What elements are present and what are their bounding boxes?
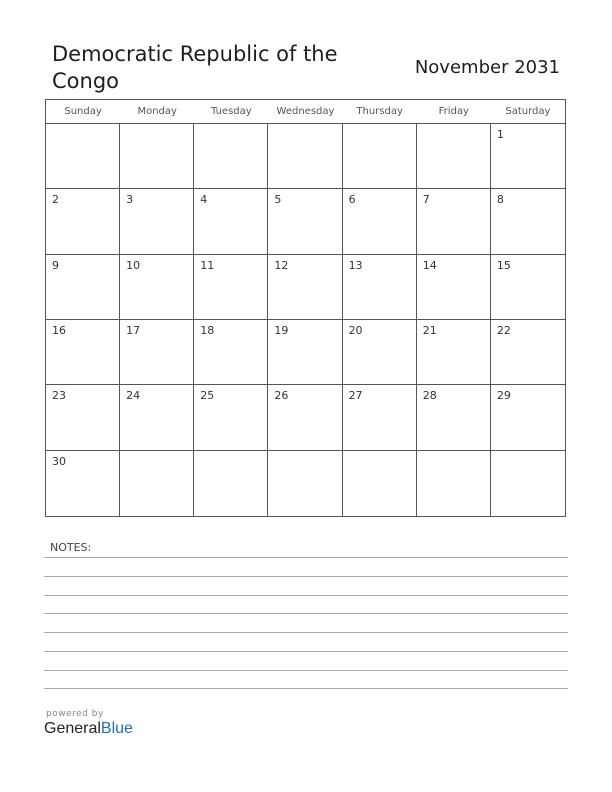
day-number: 26 <box>274 389 289 403</box>
month-year-title: November 2031 <box>414 57 560 78</box>
note-line <box>44 576 568 577</box>
day-cell <box>120 124 194 189</box>
note-line <box>44 557 568 558</box>
day-cell <box>194 320 268 385</box>
day-cell <box>46 385 120 450</box>
day-number: 11 <box>200 258 215 272</box>
day-cell <box>120 385 194 450</box>
day-number: 7 <box>422 193 430 207</box>
day-cell <box>491 189 565 254</box>
brand-general: General <box>44 720 101 737</box>
weekday-header-wednesday: Wednesday <box>268 100 342 124</box>
day-cell <box>343 385 417 450</box>
day-cell <box>417 124 491 189</box>
day-cell <box>491 451 565 516</box>
day-number: 28 <box>422 389 437 403</box>
day-cell <box>491 320 565 385</box>
day-cell <box>491 255 565 320</box>
country-title: Democratic Republic of the Congo <box>52 42 338 93</box>
day-cell <box>343 451 417 516</box>
day-cell <box>268 451 342 516</box>
brand-blue: Blue <box>100 720 133 737</box>
notes-label: NOTES: <box>50 541 92 554</box>
day-cell <box>120 255 194 320</box>
day-number: 16 <box>52 324 66 337</box>
day-number: 29 <box>496 389 511 403</box>
day-cell <box>417 255 491 320</box>
day-cell <box>343 320 417 385</box>
day-number: 13 <box>348 258 363 272</box>
day-cell <box>194 124 268 189</box>
day-number: 4 <box>200 193 208 207</box>
day-cell <box>491 124 565 189</box>
day-cell <box>46 320 120 385</box>
day-number: 2 <box>52 193 59 207</box>
day-cell <box>417 320 491 385</box>
generalblue-logo <box>44 720 133 738</box>
day-number: 19 <box>274 324 289 337</box>
day-cell <box>120 320 194 385</box>
day-cell <box>268 385 342 450</box>
day-number: 1 <box>496 128 504 141</box>
day-number: 9 <box>52 258 59 272</box>
day-cell <box>343 189 417 254</box>
weekday-header-monday: Monday <box>120 100 194 124</box>
day-number: 8 <box>496 193 504 207</box>
day-number: 10 <box>126 258 141 272</box>
weekday-header-thursday: Thursday <box>343 100 417 124</box>
day-number: 12 <box>274 258 289 272</box>
weekday-header-saturday: Saturday <box>491 100 565 124</box>
day-cell <box>120 451 194 516</box>
day-cell <box>120 189 194 254</box>
note-line <box>44 595 568 596</box>
day-number: 21 <box>422 324 437 337</box>
day-number: 25 <box>200 389 215 403</box>
note-line <box>44 613 568 614</box>
day-cell <box>194 255 268 320</box>
day-number: 3 <box>126 193 134 207</box>
day-number: 17 <box>126 324 141 337</box>
day-number: 22 <box>496 324 511 337</box>
calendar-grid <box>45 99 566 517</box>
day-cell <box>194 385 268 450</box>
powered-by-text: powered by <box>46 709 104 719</box>
day-cell <box>343 255 417 320</box>
day-number: 20 <box>348 324 363 337</box>
day-cell <box>343 124 417 189</box>
note-line <box>44 651 568 652</box>
note-line <box>44 670 568 671</box>
day-number: 30 <box>52 454 66 468</box>
weekday-header-sunday: Sunday <box>46 100 120 124</box>
note-line <box>44 688 568 689</box>
day-number: 23 <box>52 389 66 403</box>
day-number: 27 <box>348 389 363 403</box>
day-number: 5 <box>274 193 282 207</box>
day-number: 15 <box>496 258 511 272</box>
day-number: 24 <box>126 389 141 403</box>
day-cell <box>268 189 342 254</box>
day-number: 18 <box>200 324 215 337</box>
day-cell <box>491 385 565 450</box>
note-line <box>44 632 568 633</box>
weekday-header-friday: Friday <box>417 100 491 124</box>
day-cell <box>194 189 268 254</box>
day-cell <box>46 189 120 254</box>
day-cell <box>46 124 120 189</box>
day-number: 14 <box>422 258 437 272</box>
day-cell <box>417 189 491 254</box>
day-cell <box>46 255 120 320</box>
day-cell <box>268 124 342 189</box>
day-cell <box>46 451 120 516</box>
day-cell <box>194 451 268 516</box>
weekday-header-tuesday: Tuesday <box>194 100 268 124</box>
day-cell <box>417 385 491 450</box>
day-cell <box>268 320 342 385</box>
day-cell <box>417 451 491 516</box>
day-cell <box>268 255 342 320</box>
day-number: 6 <box>348 193 356 207</box>
